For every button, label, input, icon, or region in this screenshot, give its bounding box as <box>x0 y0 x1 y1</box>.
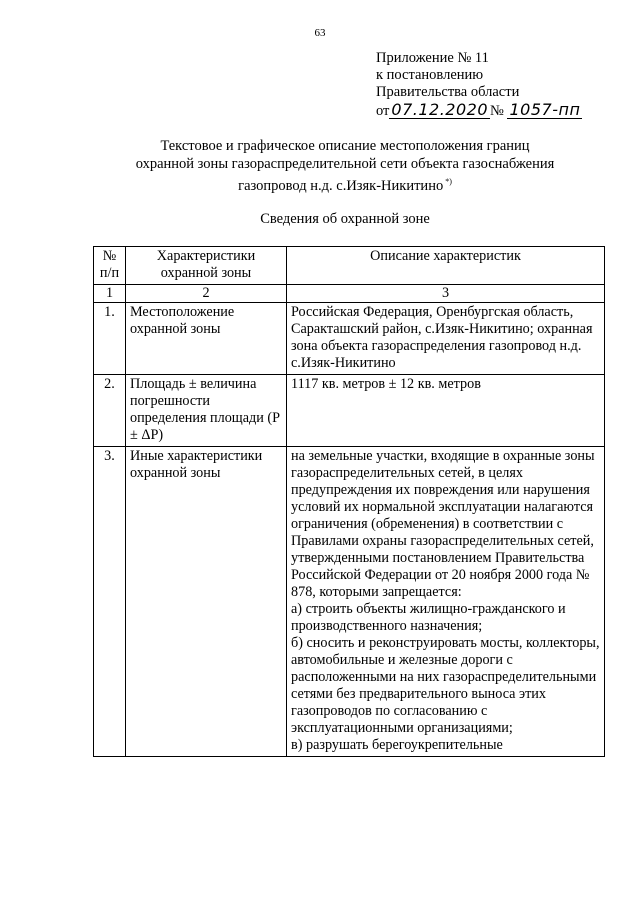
header-number: № п/п <box>94 247 126 285</box>
row-description: Российская Федерация, Оренбургская область, Саракташский район, с.Изяк-Никитино; охранная зона объекта газораспределения газопровод н.д. с.Изяк-Никитино <box>287 303 605 375</box>
header-description: Описание характеристик <box>287 247 605 285</box>
description-item-c: в) разрушать берегоукрепительные <box>291 737 503 753</box>
row-description <box>287 447 605 757</box>
row-characteristic: Иные характеристики охранной зоны <box>126 447 287 757</box>
document-title <box>0 138 640 196</box>
handwritten-date: 07.12.2020 <box>391 100 489 119</box>
appendix-line-2: к постановлению <box>376 67 484 83</box>
appendix-block <box>376 50 582 120</box>
row-number: 1. <box>94 303 126 375</box>
protection-zone-table <box>93 246 605 757</box>
appendix-line-3: Правительства области <box>376 84 520 100</box>
description-item-b: б) сносить и реконструировать мосты, коллекторы, автомобильные и железные дороги с расположенными на них газораспределительными сетями без предварительного выноса этих газопроводов по согласованию с эксплуатационными организациями; <box>291 635 600 736</box>
footnote-mark: *) <box>445 177 452 186</box>
column-number-row <box>94 285 605 303</box>
row-description: 1117 кв. метров ± 12 кв. метров <box>287 375 605 447</box>
table-header-row <box>94 247 605 285</box>
table-row <box>94 375 605 447</box>
number-sign: № <box>490 103 504 119</box>
table-row <box>94 303 605 375</box>
column-number: 3 <box>287 285 605 303</box>
title-line-2: охранной зоны газораспределительной сети объекта газоснабжения <box>135 155 555 172</box>
header-characteristic: Характеристики охранной зоны <box>126 247 287 285</box>
appendix-date-line <box>376 101 582 120</box>
row-characteristic: Площадь ± величина погрешности определения площади (P ± ΔP) <box>126 375 287 447</box>
handwritten-number: 1057-пп <box>509 100 581 119</box>
page-number: 63 <box>314 27 326 39</box>
title-line-3: газопровод н.д. с.Изяк-Никитино <box>238 178 444 194</box>
row-number: 3. <box>94 447 126 757</box>
section-subtitle: Сведения об охранной зоне <box>260 211 430 227</box>
column-number: 2 <box>126 285 287 303</box>
table-row <box>94 447 605 757</box>
from-prefix: от <box>376 103 390 119</box>
appendix-line-1: Приложение № 11 <box>376 50 489 66</box>
title-line-1: Текстовое и графическое описание местоположения границ <box>160 138 530 154</box>
description-paragraph: на земельные участки, входящие в охранные зоны газораспределительных сетей, в целях предупреждения их повреждения или нарушения условий их нормальной эксплуатации налагаются ограничения (обременения) в соответствии с Правилами охраны газораспределительных сетей, утвержденными постановлением Правительства Российской Федерации от 20 ноября 2000 года № 878, которыми запрещается: <box>291 448 595 600</box>
row-number: 2. <box>94 375 126 447</box>
column-number: 1 <box>94 285 126 303</box>
row-characteristic: Местоположение охранной зоны <box>126 303 287 375</box>
description-item-a: а) строить объекты жилищно-гражданского и производственного назначения; <box>291 601 566 634</box>
